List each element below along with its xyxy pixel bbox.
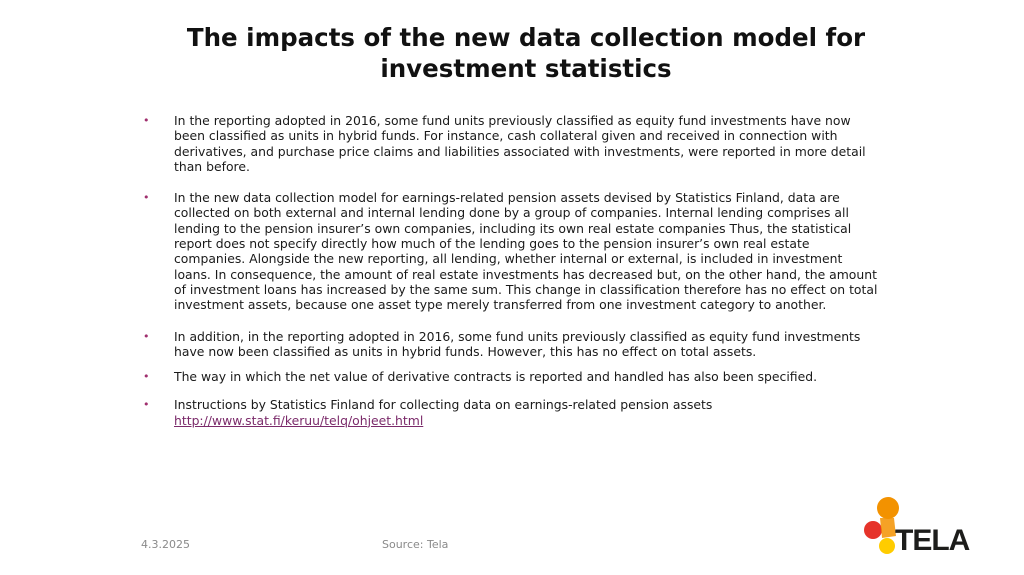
bullet-item xyxy=(140,113,880,174)
bullet-item xyxy=(140,369,880,384)
bullet-item xyxy=(140,329,880,360)
logo-red-circle xyxy=(864,521,882,539)
bullet-item xyxy=(140,190,880,312)
bullet-icon: • xyxy=(143,329,150,343)
bullet-text: The way in which the net value of derivative contracts is reported and handled has also been specified. xyxy=(174,369,818,385)
bullet-text: In addition, in the reporting adopted in 2016, some fund units previously classified as equity fund investments have now been classified as units in hybrid funds. However, this has no effect on total assets. xyxy=(174,328,861,359)
bullet-item xyxy=(140,397,880,428)
bullet-text: In the reporting adopted in 2016, some fund units previously classified as equity fund investments have now been classified as units in hybrid funds. For instance, cash collateral given and received in connection with derivatives, and purchase price claims and liabilities associated with investments, were reported in more detail than before. xyxy=(174,113,866,174)
logo-orange-circle xyxy=(877,497,899,519)
logo-wordmark: TELA xyxy=(895,524,970,557)
logo-orange-shape xyxy=(880,518,896,538)
bullet-icon: • xyxy=(143,191,150,205)
bullet-icon: • xyxy=(143,370,150,384)
logo-yellow-circle xyxy=(879,538,895,554)
bullet-list xyxy=(140,113,880,428)
slide-title: The impacts of the new data collection model for investment statistics xyxy=(186,23,866,83)
bullet-text: Instructions by Statistics Finland for collecting data on earnings-related pension assets xyxy=(174,397,713,413)
instructions-link[interactable]: http://www.stat.fi/keruu/telq/ohjeet.html xyxy=(174,412,424,428)
footer-source: Source: Tela xyxy=(382,538,449,551)
bullet-icon: • xyxy=(143,398,150,412)
footer-date: 4.3.2025 xyxy=(141,538,190,551)
bullet-text: In the new data collection model for earnings-related pension assets devised by Statistics Finland, data are collected on both external and internal lending done by a group of companies. Internal lending comprises all lending to the pension insurer’s own companies, including its own real estate companies Thus, the statistical report does not specify directly how much of the lending goes to the pension insurer’s own real estate companies. Alongside the new reporting, all lending, whether internal or external, is included in investment loans. In consequence, the amount of real estate investments has decreased but, on the other hand, the amount of investment loans has increased by the same sum. This change in classification therefore has no effect on total investment assets, because one asset type merely transferred from one investment category to another. xyxy=(174,190,878,313)
bullet-icon: • xyxy=(143,114,150,127)
